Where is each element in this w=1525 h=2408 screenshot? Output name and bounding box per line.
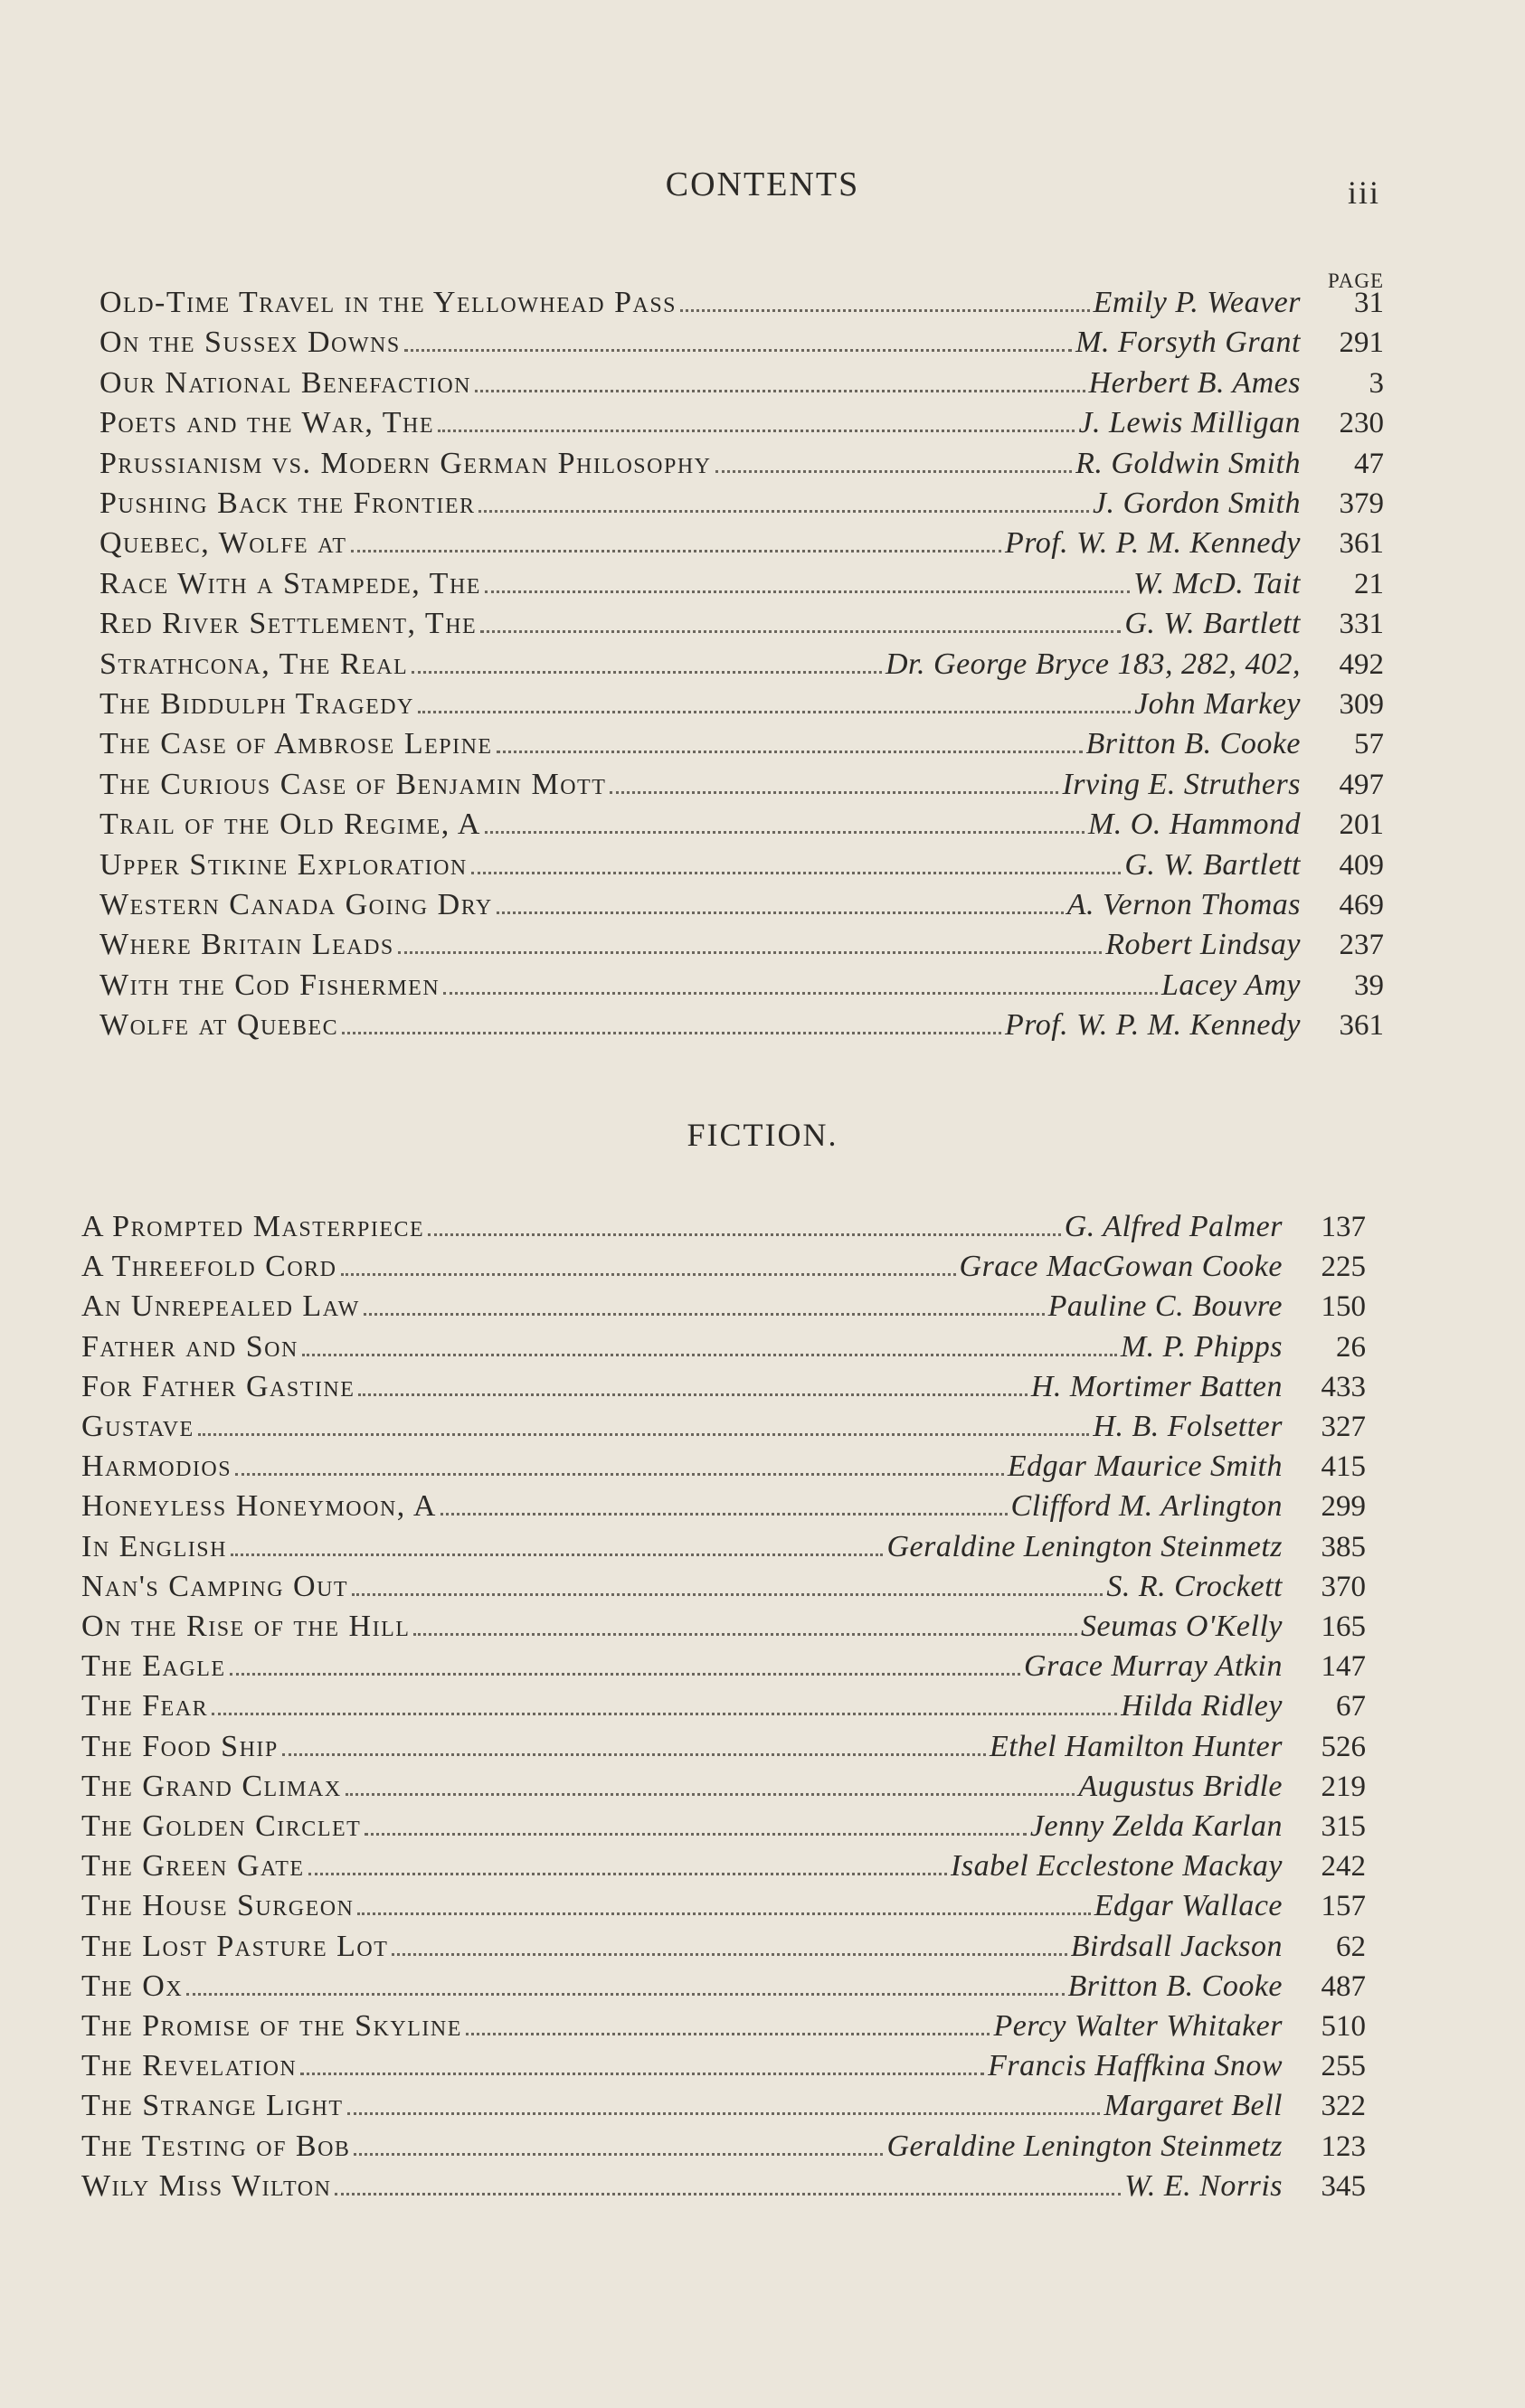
fiction-entry	[81, 1770, 1366, 1809]
dot-leader	[475, 389, 1085, 392]
entry-title: Poets and the War, The	[99, 406, 435, 440]
dot-leader	[342, 1031, 1001, 1034]
dot-leader	[352, 1592, 1103, 1596]
entry-page-number: 47	[1354, 447, 1384, 480]
entry-page-number: 361	[1339, 1009, 1384, 1043]
dot-leader	[347, 2111, 1101, 2115]
entry-author: G. W. Bartlett	[1124, 847, 1301, 882]
entry-page-number: 497	[1339, 768, 1384, 801]
entry-page-number: 157	[1321, 1890, 1366, 1923]
fiction-entry	[81, 1330, 1366, 1370]
entry-author: Geraldine Lenington Steinmetz	[886, 1529, 1283, 1563]
entry-author: Lacey Amy	[1161, 968, 1301, 1002]
entry-page-number: 415	[1321, 1450, 1366, 1484]
entry-page-number: 26	[1336, 1330, 1366, 1364]
dot-leader	[497, 911, 1064, 914]
entry-page-number: 291	[1339, 326, 1384, 360]
entry-page-number: 361	[1339, 527, 1384, 561]
entry-title: The Fear	[81, 1689, 209, 1723]
article-entry	[99, 727, 1384, 767]
dot-leader	[478, 509, 1088, 513]
page-number-roman: iii	[1348, 175, 1381, 211]
article-entry	[99, 366, 1384, 406]
entry-title: The Golden Circlet	[81, 1809, 362, 1843]
entry-page-number: 31	[1354, 287, 1384, 319]
entry-title: In English	[81, 1529, 227, 1563]
entry-author: Prof. W. P. M. Kennedy	[1004, 526, 1301, 561]
entry-page-number: 322	[1321, 2090, 1366, 2123]
entry-author: Percy Walter Whitaker	[993, 2009, 1283, 2043]
entry-title: Where Britain Leads	[99, 928, 394, 962]
entry-author: Pauline C. Bouvre	[1047, 1289, 1283, 1324]
entry-author: Clifford M. Arlington	[1010, 1489, 1283, 1524]
entry-page-number: 201	[1339, 808, 1384, 842]
dot-leader	[610, 790, 1058, 794]
entry-title: Strathcona, The Real	[99, 647, 409, 681]
article-entry	[99, 768, 1384, 807]
entry-author: Edgar Maurice Smith	[1007, 1450, 1283, 1484]
dot-leader	[351, 549, 1001, 552]
entry-title: The Ox	[81, 1969, 184, 2003]
fiction-entry	[81, 1570, 1366, 1610]
entry-title: Father and Son	[81, 1329, 298, 1364]
entry-title: A Prompted Masterpiece	[81, 1210, 425, 1243]
dot-leader	[231, 1553, 884, 1556]
dot-leader	[365, 1832, 1027, 1836]
fiction-entry	[81, 2009, 1366, 2049]
entry-author: Margaret Bell	[1103, 2089, 1283, 2123]
entry-page-number: 510	[1321, 2010, 1366, 2043]
entry-page-number: 433	[1321, 1370, 1366, 1403]
article-entry	[99, 968, 1384, 1008]
entry-title: Western Canada Going Dry	[99, 888, 493, 921]
dot-leader	[230, 1672, 1021, 1676]
entry-author: M. O. Hammond	[1087, 807, 1301, 842]
entry-title: On the Sussex Downs	[99, 326, 401, 360]
entry-author: Emily P. Weaver	[1093, 286, 1301, 319]
entry-page-number: 237	[1339, 929, 1384, 962]
entry-title: For Father Gastine	[81, 1369, 355, 1403]
entry-page-number: 299	[1321, 1490, 1366, 1524]
fiction-entry	[81, 1889, 1366, 1929]
dot-leader	[471, 871, 1122, 874]
entry-author: Grace MacGowan Cooke	[959, 1250, 1283, 1284]
entry-author: Jenny Zelda Karlan	[1029, 1809, 1283, 1843]
entry-author: Irving E. Struthers	[1062, 767, 1301, 801]
article-entry	[99, 406, 1384, 446]
fiction-entry	[81, 1450, 1366, 1489]
dot-leader	[413, 1632, 1077, 1636]
entry-page-number: 469	[1339, 889, 1384, 921]
article-entry	[99, 848, 1384, 888]
fiction-section-title: FICTION.	[687, 1117, 838, 1153]
entry-author: G. W. Bartlett	[1124, 607, 1301, 641]
entry-title: The Lost Pasture Lot	[81, 1929, 389, 1963]
entry-page-number: 345	[1321, 2169, 1366, 2203]
fiction-entry	[81, 2129, 1366, 2169]
fiction-entry	[81, 1649, 1366, 1689]
entry-author: H. B. Folsetter	[1093, 1410, 1283, 1443]
entry-title: A Threefold Cord	[81, 1250, 337, 1284]
entry-author: Francis Haffkina Snow	[988, 2049, 1283, 2083]
fiction-entry	[81, 2049, 1366, 2089]
page-column-label: PAGE	[1328, 269, 1384, 292]
dot-leader	[300, 2072, 984, 2075]
entry-title: Gustave	[81, 1410, 194, 1443]
dot-leader	[466, 2032, 990, 2035]
fiction-entry	[81, 1930, 1366, 1969]
entry-author: S. R. Crockett	[1106, 1569, 1283, 1603]
fiction-entry	[81, 2169, 1366, 2209]
fiction-entry	[81, 1210, 1366, 1250]
dot-leader	[282, 1752, 986, 1756]
entry-title: Red River Settlement, The	[99, 607, 478, 641]
dot-leader	[335, 2192, 1121, 2196]
fiction-entry	[81, 1730, 1366, 1770]
article-entry	[99, 526, 1384, 566]
entry-page-number: 379	[1339, 487, 1384, 520]
entry-author: W. E. Norris	[1124, 2168, 1283, 2203]
dot-leader	[235, 1472, 1004, 1476]
entry-title: The House Surgeon	[81, 1889, 355, 1923]
entry-title: The Eagle	[81, 1649, 226, 1684]
dot-leader	[480, 629, 1121, 633]
entry-title: An Unrepealed Law	[81, 1289, 360, 1324]
dot-leader	[680, 308, 1090, 312]
dot-leader	[438, 429, 1075, 432]
entry-page-number: 385	[1321, 1530, 1366, 1563]
article-entry	[99, 567, 1384, 607]
entry-author: Hilda Ridley	[1121, 1689, 1283, 1723]
entry-author: M. Forsyth Grant	[1075, 326, 1301, 360]
entry-page-number: 219	[1321, 1770, 1366, 1803]
entry-title: The Testing of Bob	[81, 2129, 351, 2163]
entry-page-number: 331	[1339, 608, 1384, 641]
entry-author: Britton B. Cooke	[1085, 727, 1301, 761]
article-entry	[99, 888, 1384, 928]
entry-page-number: 492	[1339, 647, 1384, 681]
entry-page-number: 21	[1354, 567, 1384, 600]
page-title: CONTENTS	[665, 165, 860, 203]
entry-author: Prof. W. P. M. Kennedy	[1004, 1008, 1301, 1043]
entry-page-number: 165	[1321, 1610, 1366, 1643]
entry-title: The Curious Case of Benjamin Mott	[99, 767, 607, 801]
dot-leader	[428, 1232, 1061, 1236]
entry-page-number: 225	[1321, 1251, 1366, 1284]
entry-page-number: 409	[1339, 848, 1384, 882]
article-entry	[99, 447, 1384, 486]
entry-page-number: 67	[1336, 1690, 1366, 1723]
dot-leader	[443, 991, 1158, 995]
entry-title: Prussianism vs. Modern German Philosophy	[99, 446, 712, 480]
dot-leader	[212, 1712, 1117, 1715]
entry-page-number: 3	[1369, 366, 1384, 400]
fiction-entry	[81, 1530, 1366, 1570]
article-entry	[99, 607, 1384, 647]
fiction-entry	[81, 1969, 1366, 2009]
entry-author: J. Lewis Milligan	[1078, 406, 1301, 440]
entry-page-number: 327	[1321, 1411, 1366, 1443]
dot-leader	[302, 1353, 1117, 1356]
entry-title: The Case of Ambrose Lepine	[99, 727, 493, 761]
entry-page-number: 137	[1321, 1211, 1366, 1243]
article-entry	[99, 286, 1384, 326]
entry-page-number: 315	[1321, 1810, 1366, 1843]
entry-page-number: 370	[1321, 1570, 1366, 1603]
entry-page-number: 526	[1321, 1730, 1366, 1763]
dot-leader	[440, 1512, 1008, 1516]
fiction-entry	[81, 1489, 1366, 1529]
entry-author: Britton B. Cooke	[1067, 1969, 1283, 2003]
entry-title: Our National Benefaction	[99, 365, 471, 400]
entry-title: The Grand Climax	[81, 1769, 342, 1803]
dot-leader	[198, 1432, 1090, 1436]
entry-page-number: 309	[1339, 688, 1384, 721]
entry-page-number: 242	[1321, 1850, 1366, 1884]
entry-page-number: 39	[1354, 968, 1384, 1002]
fiction-entry	[81, 1410, 1366, 1450]
article-entry	[99, 647, 1384, 687]
entry-title: The Revelation	[81, 2049, 298, 2083]
entry-title: The Food Ship	[81, 1729, 279, 1763]
dot-leader	[364, 1312, 1045, 1316]
entry-page-number: 147	[1321, 1650, 1366, 1684]
entry-author: H. Mortimer Batten	[1030, 1369, 1283, 1403]
article-entry	[99, 326, 1384, 365]
entry-title: The Biddulph Tragedy	[99, 687, 414, 721]
article-entry	[99, 928, 1384, 968]
dot-leader	[485, 830, 1085, 834]
fiction-entry	[81, 1289, 1366, 1329]
fiction-entry	[81, 1689, 1366, 1729]
entry-title: Quebec, Wolfe at	[99, 526, 347, 561]
entry-author: Birdsall Jackson	[1070, 1929, 1283, 1963]
entry-title: Upper Stikine Exploration	[99, 847, 468, 882]
entry-author: Augustus Bridle	[1078, 1769, 1283, 1803]
entry-page-number: 487	[1321, 1969, 1366, 2003]
dot-leader	[398, 950, 1103, 954]
article-entry	[99, 687, 1384, 727]
dot-leader	[358, 1393, 1027, 1396]
entry-author: Isabel Ecclestone Mackay	[951, 1849, 1283, 1884]
entry-author: Seumas O'Kelly	[1081, 1610, 1283, 1643]
entry-title: Honeyless Honeymoon, A	[81, 1489, 437, 1524]
dot-leader	[341, 1272, 956, 1276]
entry-title: The Strange Light	[81, 2089, 344, 2123]
entry-page-number: 123	[1321, 2129, 1366, 2163]
entry-author: John Markey	[1134, 687, 1301, 721]
entry-author: W. McD. Tait	[1133, 566, 1301, 600]
entry-page-number: 57	[1354, 728, 1384, 761]
dot-leader	[497, 750, 1083, 753]
entry-page-number: 62	[1336, 1930, 1366, 1963]
entry-title: The Green Gate	[81, 1849, 305, 1884]
article-entry	[99, 1008, 1384, 1048]
dot-leader	[485, 590, 1130, 593]
article-entry	[99, 807, 1384, 847]
dot-leader	[346, 1792, 1075, 1796]
entry-author: J. Gordon Smith	[1092, 486, 1301, 520]
article-entry	[99, 486, 1384, 526]
entry-author: Grace Murray Atkin	[1024, 1649, 1283, 1684]
entry-title: The Promise of the Skyline	[81, 2009, 462, 2043]
fiction-entry	[81, 1809, 1366, 1849]
entry-title: Race With a Stampede, The	[99, 566, 481, 600]
entry-title: Old-Time Travel in the Yellowhead Pass	[99, 286, 677, 319]
entry-author: Geraldine Lenington Steinmetz	[886, 2129, 1283, 2163]
entry-author: Robert Lindsay	[1105, 928, 1301, 962]
dot-leader	[418, 710, 1131, 713]
dot-leader	[357, 1912, 1090, 1915]
entry-title: Pushing Back the Frontier	[99, 486, 476, 520]
entry-author: Herbert B. Ames	[1088, 365, 1301, 400]
dot-leader	[186, 1992, 1064, 1996]
fiction-entry	[81, 1610, 1366, 1649]
dot-leader	[715, 469, 1073, 473]
entry-author: Dr. George Bryce 183, 282, 402,	[886, 647, 1301, 681]
entry-author: G. Alfred Palmer	[1064, 1210, 1283, 1243]
fiction-entry	[81, 2089, 1366, 2129]
entry-title: Wolfe at Quebec	[99, 1008, 339, 1043]
entry-title: Trail of the Old Regime, A	[99, 807, 481, 842]
entry-author: Edgar Wallace	[1094, 1889, 1283, 1923]
entry-author: A. Vernon Thomas	[1066, 888, 1301, 921]
entry-title: Nan's Camping Out	[81, 1569, 349, 1603]
dot-leader	[404, 348, 1072, 352]
entry-page-number: 150	[1321, 1290, 1366, 1324]
entry-page-number: 255	[1321, 2050, 1366, 2083]
fiction-entry	[81, 1370, 1366, 1410]
fiction-entry	[81, 1250, 1366, 1289]
dot-leader	[392, 1952, 1066, 1956]
entry-author: Ethel Hamilton Hunter	[989, 1729, 1283, 1763]
entry-title: With the Cod Fishermen	[99, 968, 440, 1002]
entry-author: R. Goldwin Smith	[1075, 446, 1301, 480]
dot-leader	[308, 1872, 948, 1875]
entry-title: On the Rise of the Hill	[81, 1610, 411, 1643]
entry-page-number: 230	[1339, 407, 1384, 440]
entry-author: M. P. Phipps	[1120, 1329, 1283, 1364]
entry-title: Harmodios	[81, 1450, 232, 1484]
fiction-entry	[81, 1849, 1366, 1889]
dot-leader	[354, 2152, 883, 2156]
dot-leader	[412, 670, 882, 674]
entry-title: Wily Miss Wilton	[81, 2168, 332, 2203]
